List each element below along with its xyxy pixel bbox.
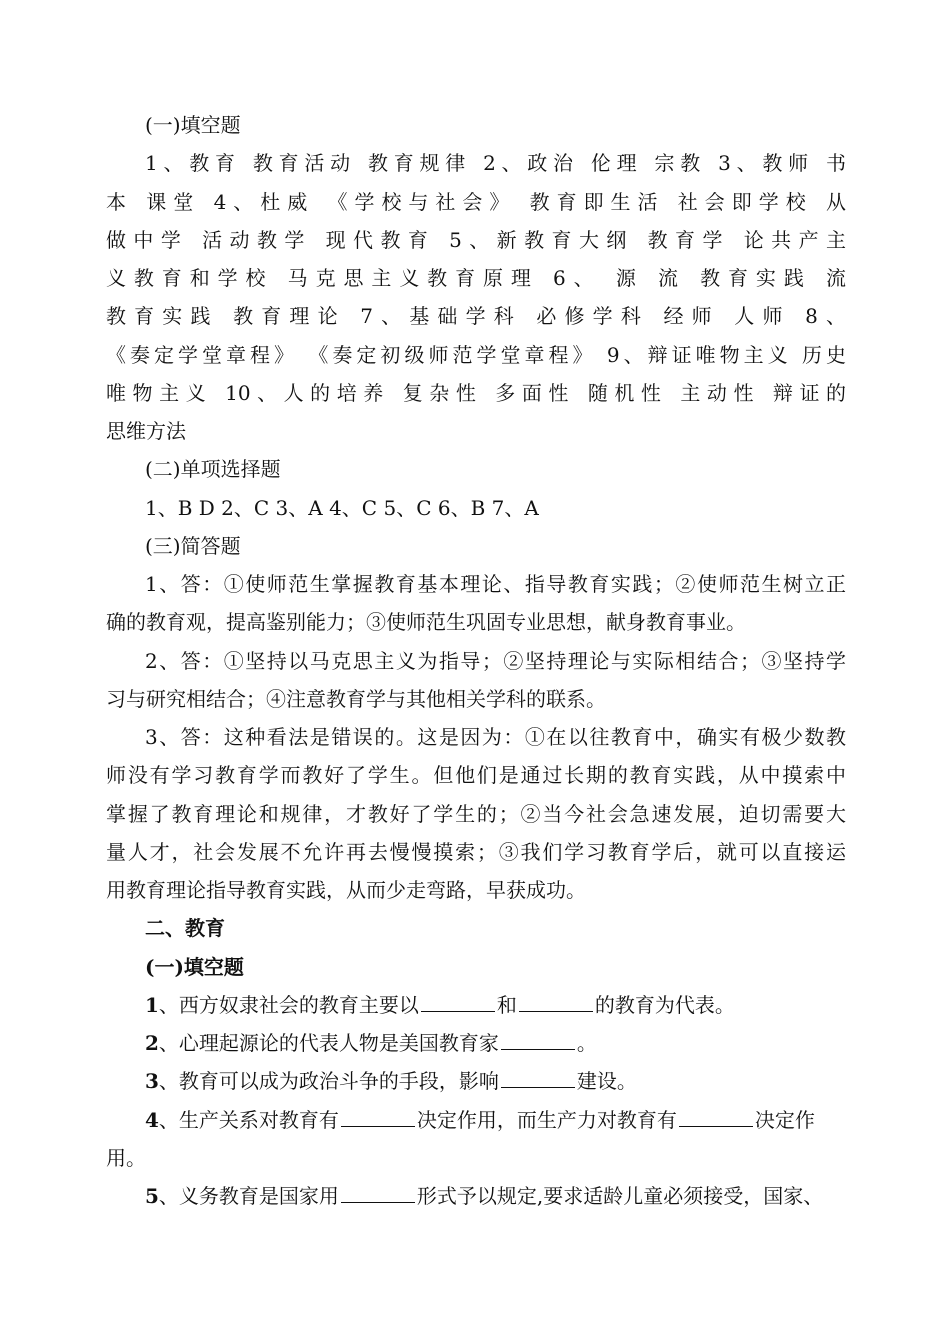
section-title: 二、教育 <box>145 916 225 940</box>
question-number: 1 <box>145 993 159 1017</box>
answer-line: 3、答：这种看法是错误的。这是因为：①在以往教育中，确实有极少数教 <box>145 725 846 749</box>
answer-line: 师没有学习教育学而教好了学生。但他们是通过长期的教育实践，从中摸索中 <box>106 763 846 787</box>
answer-line: 1、答：①使师范生掌握教育基本理论、指导教育实践；②使师范生树立正 <box>145 572 846 596</box>
question-text: 决定作 <box>754 1108 815 1132</box>
fill-answer-line: 1、教育 教育活动 教育规律 2、政治 伦理 宗教 3、教师 书 <box>145 151 846 175</box>
question-text: 、生产关系对教育有 <box>158 1108 339 1132</box>
question-1 <box>145 991 846 1019</box>
fill-blank-heading: (一)填空题 <box>145 113 241 137</box>
answer-blank[interactable] <box>421 991 495 1012</box>
answer-blank[interactable] <box>501 1067 575 1088</box>
question-number: 5 <box>145 1184 159 1208</box>
answer-line: 用教育理论指导教育实践，从而少走弯路，早获成功。 <box>106 878 586 902</box>
answer-blank[interactable] <box>341 1182 415 1203</box>
fill-answer-line: 本 课堂 4、杜威 《学校与社会》 教育即生活 社会即学校 从 <box>106 190 846 214</box>
answer-line: 2、答：①坚持以马克思主义为指导；②坚持理论与实际相结合；③坚持学 <box>145 649 846 673</box>
question-4-continued: 用。 <box>106 1146 146 1170</box>
short-answer-heading: (三)简答题 <box>145 534 241 558</box>
answer-blank[interactable] <box>341 1106 415 1127</box>
choice-answers: 1、B D 2、C 3、A 4、C 5、C 6、B 7、A <box>145 496 539 520</box>
question-number: 3 <box>145 1069 159 1093</box>
question-text: 决定作用，而生产力对教育有 <box>416 1108 677 1132</box>
question-text: 、西方奴隶社会的教育主要以 <box>158 993 419 1017</box>
question-text: 、教育可以成为政治斗争的手段，影响 <box>158 1069 499 1093</box>
question-text: 。 <box>576 1031 597 1055</box>
question-text: 、义务教育是国家用 <box>158 1184 339 1208</box>
question-number: 4 <box>145 1108 159 1132</box>
heading-text: (一)填空题 <box>145 955 244 979</box>
answer-blank[interactable] <box>679 1106 753 1127</box>
question-number: 2 <box>145 1031 159 1055</box>
question-3 <box>145 1067 846 1095</box>
fill-answer-line: 唯物主义 10、人的培养 复杂性 多面性 随机性 主动性 辩证的 <box>106 381 846 405</box>
question-2 <box>145 1029 846 1057</box>
answer-line: 量人才，社会发展不允许再去慢慢摸索；③我们学习教育学后，就可以直接运 <box>106 840 846 864</box>
question-text: 、心理起源论的代表人物是美国教育家 <box>158 1031 499 1055</box>
answer-line: 确的教育观，提高鉴别能力；③使师范生巩固专业思想，献身教育事业。 <box>106 610 746 634</box>
answer-blank[interactable] <box>501 1029 575 1050</box>
answer-line: 掌握了教育理论和规律，才教好了学生的；②当今社会急速发展，迫切需要大 <box>106 802 846 826</box>
answer-blank[interactable] <box>519 991 593 1012</box>
question-text: 的教育为代表。 <box>594 993 735 1017</box>
fill-answer-line: 义教育和学校 马克思主义教育原理 6、 源 流 教育实践 流 <box>106 266 846 290</box>
question-5 <box>145 1182 846 1210</box>
fill-answer-line: 思维方法 <box>106 419 186 443</box>
question-text: 建设。 <box>576 1069 637 1093</box>
answer-line: 习与研究相结合；④注意教育学与其他相关学科的联系。 <box>106 687 606 711</box>
question-4 <box>145 1106 846 1134</box>
fill-answer-line: 《奏定学堂章程》 《奏定初级师范学堂章程》 9、辩证唯物主义 历史 <box>106 343 846 367</box>
fill-answer-line: 做中学 活动教学 现代教育 5、新教育大纲 教育学 论共产主 <box>106 228 846 252</box>
fill-answer-line: 教育实践 教育理论 7、基础学科 必修学科 经师 人师 8、 <box>106 304 846 328</box>
question-text: 和 <box>496 993 517 1017</box>
fill-blank-heading <box>145 953 846 981</box>
question-text: 形式予以规定,要求适龄儿童必须接受，国家、 <box>416 1184 824 1208</box>
choice-heading: (二)单项选择题 <box>145 457 281 481</box>
